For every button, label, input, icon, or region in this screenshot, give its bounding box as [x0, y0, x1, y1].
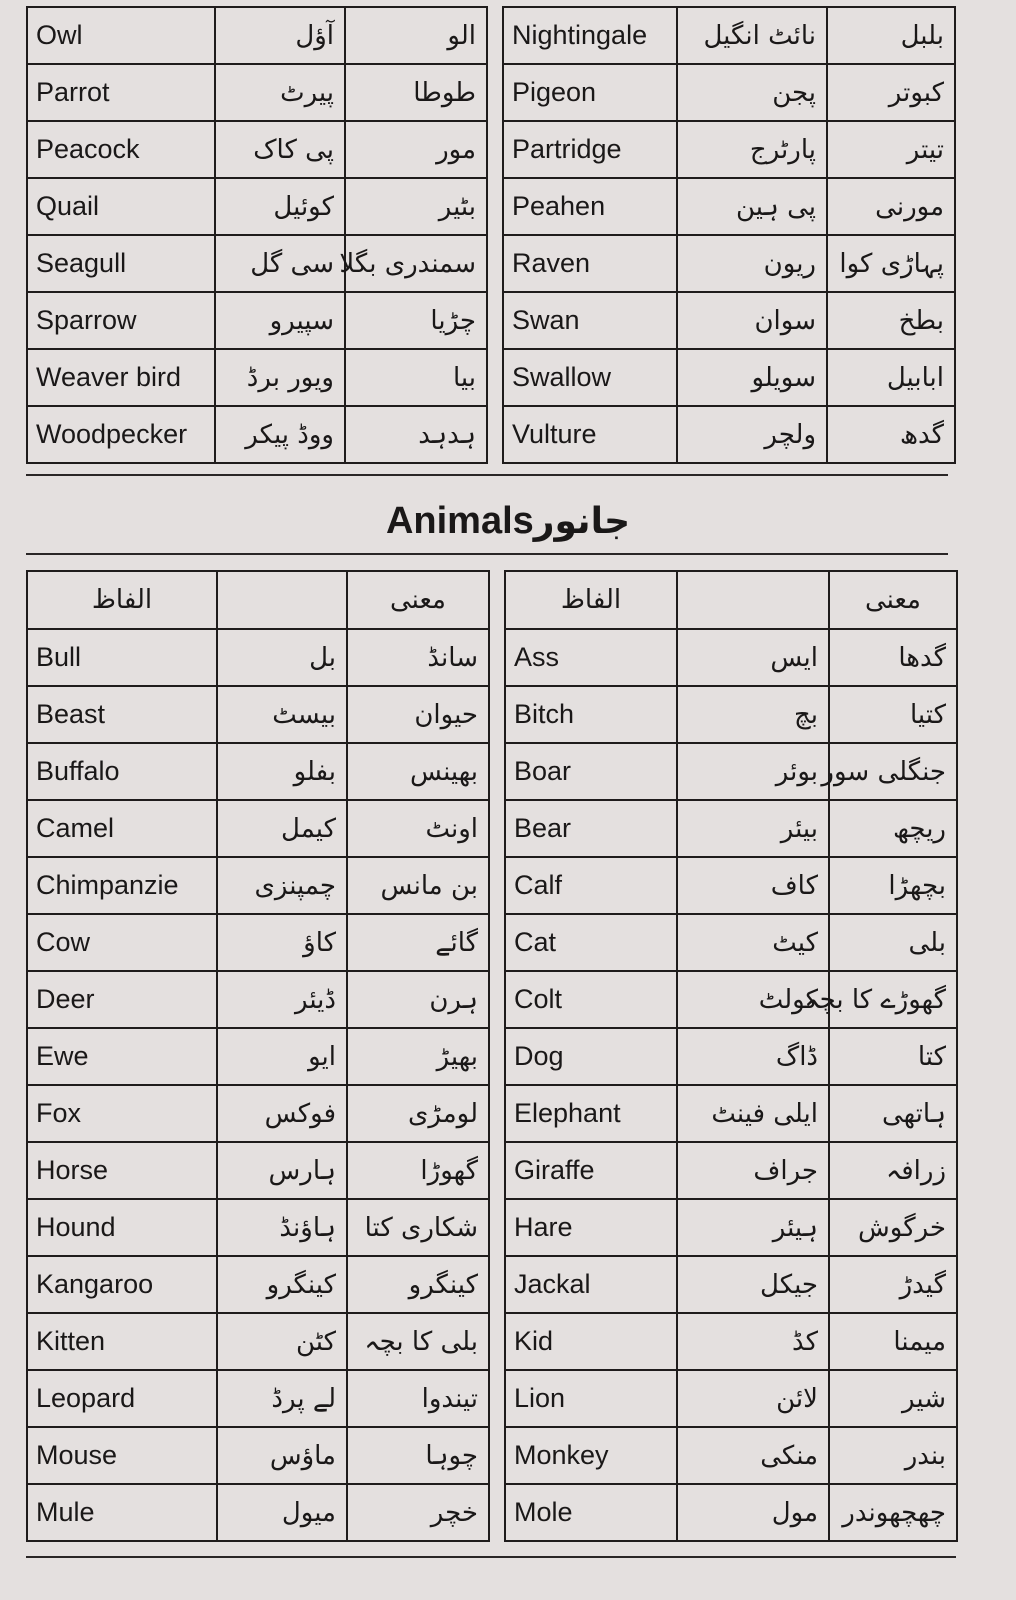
birds-table-right [502, 6, 956, 464]
urdu-pronunciation: بچ [677, 686, 829, 743]
urdu-pronunciation: پارٹرج [677, 121, 827, 178]
urdu-meaning: گھوڑا [347, 1142, 489, 1199]
english-word: Dog [505, 1028, 677, 1085]
english-word: Bitch [505, 686, 677, 743]
table-row [505, 629, 957, 686]
english-word: Pigeon [503, 64, 677, 121]
english-word: Mule [27, 1484, 217, 1541]
urdu-meaning: بلبل [827, 7, 955, 64]
table-row [505, 857, 957, 914]
english-word: Peahen [503, 178, 677, 235]
english-word: Partridge [503, 121, 677, 178]
english-word: Seagull [27, 235, 215, 292]
urdu-meaning: کینگرو [347, 1256, 489, 1313]
english-word: Ass [505, 629, 677, 686]
urdu-pronunciation: منکی [677, 1427, 829, 1484]
english-word: Deer [27, 971, 217, 1028]
urdu-meaning: جنگلی سور [829, 743, 957, 800]
urdu-pronunciation: کیمل [217, 800, 347, 857]
urdu-meaning: گیدڑ [829, 1256, 957, 1313]
table-row [27, 1085, 489, 1142]
english-word: Elephant [505, 1085, 677, 1142]
urdu-pronunciation: سوان [677, 292, 827, 349]
urdu-meaning: بیا [345, 349, 487, 406]
table-row [505, 743, 957, 800]
english-word: Boar [505, 743, 677, 800]
urdu-meaning: چوہا [347, 1427, 489, 1484]
urdu-meaning: حیوان [347, 686, 489, 743]
urdu-pronunciation: چمپنزی [217, 857, 347, 914]
english-word: Mouse [27, 1427, 217, 1484]
urdu-pronunciation: پی کاک [215, 121, 345, 178]
animals-right-header-row [505, 571, 957, 629]
english-word: Sparrow [27, 292, 215, 349]
table-row [505, 1313, 957, 1370]
urdu-pronunciation: آؤل [215, 7, 345, 64]
urdu-pronunciation: ہاؤنڈ [217, 1199, 347, 1256]
english-word: Swallow [503, 349, 677, 406]
urdu-pronunciation: کاؤ [217, 914, 347, 971]
urdu-meaning: بلی [829, 914, 957, 971]
table-row [27, 629, 489, 686]
header-words: الفاظ [27, 571, 217, 629]
table-row [503, 292, 955, 349]
english-word: Bear [505, 800, 677, 857]
table-row [505, 971, 957, 1028]
urdu-meaning: بٹیر [345, 178, 487, 235]
birds-table-left [26, 6, 488, 464]
urdu-pronunciation: ایو [217, 1028, 347, 1085]
english-word: Beast [27, 686, 217, 743]
urdu-pronunciation: کڈ [677, 1313, 829, 1370]
section-divider-bottom [26, 553, 948, 555]
urdu-meaning: خچر [347, 1484, 489, 1541]
urdu-meaning: شکاری کتا [347, 1199, 489, 1256]
urdu-pronunciation: پیرٹ [215, 64, 345, 121]
table-row [27, 1028, 489, 1085]
table-row [27, 1142, 489, 1199]
table-row [27, 121, 487, 178]
urdu-meaning: بطخ [827, 292, 955, 349]
header-meaning: معنی [829, 571, 957, 629]
urdu-meaning: گدھ [827, 406, 955, 463]
table-row [27, 686, 489, 743]
table-row [505, 1370, 957, 1427]
english-word: Lion [505, 1370, 677, 1427]
header-words: الفاظ [505, 571, 677, 629]
urdu-meaning: لومڑی [347, 1085, 489, 1142]
table-row [27, 1484, 489, 1541]
table-row [505, 686, 957, 743]
table-row [27, 857, 489, 914]
table-row [27, 1370, 489, 1427]
english-word: Owl [27, 7, 215, 64]
urdu-meaning: کتا [829, 1028, 957, 1085]
urdu-pronunciation: ایلی فینٹ [677, 1085, 829, 1142]
urdu-meaning: گائے [347, 914, 489, 971]
table-row [503, 178, 955, 235]
english-word: Jackal [505, 1256, 677, 1313]
urdu-pronunciation: لائن [677, 1370, 829, 1427]
urdu-meaning: ابابیل [827, 349, 955, 406]
urdu-meaning: تیندوا [347, 1370, 489, 1427]
urdu-meaning: سانڈ [347, 629, 489, 686]
section-title [0, 498, 1016, 543]
urdu-pronunciation: سی گل [215, 235, 345, 292]
urdu-pronunciation: ہیئر [677, 1199, 829, 1256]
english-word: Giraffe [505, 1142, 677, 1199]
urdu-meaning: شیر [829, 1370, 957, 1427]
table-row [505, 1427, 957, 1484]
animals-left-header-row [27, 571, 489, 629]
urdu-meaning: بندر [829, 1427, 957, 1484]
urdu-meaning: کتیا [829, 686, 957, 743]
urdu-pronunciation: ڈیئر [217, 971, 347, 1028]
table-row [505, 1484, 957, 1541]
urdu-pronunciation: بیئر [677, 800, 829, 857]
english-word: Colt [505, 971, 677, 1028]
urdu-pronunciation: ڈاگ [677, 1028, 829, 1085]
table-row [503, 121, 955, 178]
table-row [503, 64, 955, 121]
table-row [27, 1256, 489, 1313]
urdu-meaning: بچھڑا [829, 857, 957, 914]
urdu-meaning: ہرن [347, 971, 489, 1028]
urdu-pronunciation: ولچر [677, 406, 827, 463]
urdu-meaning: بھیڑ [347, 1028, 489, 1085]
animals-table-left [26, 570, 490, 1542]
english-word: Horse [27, 1142, 217, 1199]
urdu-pronunciation: ایس [677, 629, 829, 686]
table-row [27, 1313, 489, 1370]
urdu-pronunciation: ووڈ پیکر [215, 406, 345, 463]
urdu-pronunciation: کیٹ [677, 914, 829, 971]
urdu-pronunciation: ویور برڈ [215, 349, 345, 406]
english-word: Bull [27, 629, 217, 686]
english-word: Nightingale [503, 7, 677, 64]
urdu-meaning: بلی کا بچہ [347, 1313, 489, 1370]
urdu-pronunciation: میول [217, 1484, 347, 1541]
table-row [505, 914, 957, 971]
english-word: Kid [505, 1313, 677, 1370]
english-word: Swan [503, 292, 677, 349]
urdu-meaning: سمندری بگلا [345, 235, 487, 292]
urdu-meaning: اونٹ [347, 800, 489, 857]
urdu-meaning: میمنا [829, 1313, 957, 1370]
table-row [505, 1199, 957, 1256]
english-word: Weaver bird [27, 349, 215, 406]
urdu-meaning: کبوتر [827, 64, 955, 121]
section-title-urdu: جانور [533, 501, 631, 542]
english-word: Chimpanzie [27, 857, 217, 914]
table-row [27, 971, 489, 1028]
urdu-pronunciation: جیکل [677, 1256, 829, 1313]
english-word: Cat [505, 914, 677, 971]
urdu-pronunciation: جراف [677, 1142, 829, 1199]
table-row [27, 235, 487, 292]
table-row [503, 235, 955, 292]
urdu-pronunciation: بیسٹ [217, 686, 347, 743]
table-row [27, 178, 487, 235]
english-word: Quail [27, 178, 215, 235]
table-row [505, 1028, 957, 1085]
table-row [505, 1256, 957, 1313]
urdu-meaning: الو [345, 7, 487, 64]
table-row [27, 64, 487, 121]
urdu-meaning: مورنی [827, 178, 955, 235]
section-title-english: Animals [385, 500, 534, 542]
urdu-meaning: ہاتھی [829, 1085, 957, 1142]
english-word: Peacock [27, 121, 215, 178]
table-row [27, 914, 489, 971]
table-row [503, 349, 955, 406]
urdu-pronunciation: نائٹ انگیل [677, 7, 827, 64]
urdu-pronunciation: پجن [677, 64, 827, 121]
table-row [27, 800, 489, 857]
table-row [27, 1427, 489, 1484]
urdu-meaning: مور [345, 121, 487, 178]
urdu-meaning: تیتر [827, 121, 955, 178]
table-row [27, 349, 487, 406]
urdu-pronunciation: ہارس [217, 1142, 347, 1199]
urdu-meaning: ہدہد [345, 406, 487, 463]
section-divider-top [26, 474, 948, 476]
urdu-pronunciation: بل [217, 629, 347, 686]
urdu-pronunciation: مول [677, 1484, 829, 1541]
urdu-meaning: طوطا [345, 64, 487, 121]
urdu-pronunciation: بفلو [217, 743, 347, 800]
urdu-meaning: زرافہ [829, 1142, 957, 1199]
english-word: Leopard [27, 1370, 217, 1427]
urdu-meaning: گھوڑے کا بچہ [829, 971, 957, 1028]
english-word: Hare [505, 1199, 677, 1256]
urdu-pronunciation: فوکس [217, 1085, 347, 1142]
table-row [505, 800, 957, 857]
header-pronunciation [677, 571, 829, 629]
urdu-pronunciation: سویلو [677, 349, 827, 406]
urdu-meaning: بن مانس [347, 857, 489, 914]
urdu-meaning: چھچھوندر [829, 1484, 957, 1541]
english-word: Vulture [503, 406, 677, 463]
table-row [503, 7, 955, 64]
english-word: Camel [27, 800, 217, 857]
table-row [27, 743, 489, 800]
table-row [505, 1142, 957, 1199]
urdu-meaning: گدھا [829, 629, 957, 686]
urdu-meaning: چڑیا [345, 292, 487, 349]
urdu-pronunciation: کینگرو [217, 1256, 347, 1313]
english-word: Cow [27, 914, 217, 971]
urdu-pronunciation: ریون [677, 235, 827, 292]
english-word: Woodpecker [27, 406, 215, 463]
english-word: Raven [503, 235, 677, 292]
english-word: Monkey [505, 1427, 677, 1484]
table-row [27, 1199, 489, 1256]
urdu-pronunciation: کولٹ [677, 971, 829, 1028]
urdu-pronunciation: ماؤس [217, 1427, 347, 1484]
table-row [27, 292, 487, 349]
english-word: Parrot [27, 64, 215, 121]
urdu-pronunciation: کٹن [217, 1313, 347, 1370]
urdu-meaning: خرگوش [829, 1199, 957, 1256]
urdu-meaning: ریچھ [829, 800, 957, 857]
urdu-meaning: پہاڑی کوا [827, 235, 955, 292]
english-word: Fox [27, 1085, 217, 1142]
page-bottom-rule [26, 1556, 956, 1558]
urdu-pronunciation: بوئر [677, 743, 829, 800]
english-word: Calf [505, 857, 677, 914]
header-pronunciation [217, 571, 347, 629]
urdu-pronunciation: کوئیل [215, 178, 345, 235]
english-word: Kangaroo [27, 1256, 217, 1313]
urdu-pronunciation: پی ہین [677, 178, 827, 235]
urdu-pronunciation: کاف [677, 857, 829, 914]
english-word: Ewe [27, 1028, 217, 1085]
table-row [27, 406, 487, 463]
english-word: Hound [27, 1199, 217, 1256]
english-word: Mole [505, 1484, 677, 1541]
urdu-meaning: بھینس [347, 743, 489, 800]
urdu-pronunciation: لے پرڈ [217, 1370, 347, 1427]
table-row [505, 1085, 957, 1142]
header-meaning: معنی [347, 571, 489, 629]
urdu-pronunciation: سپیرو [215, 292, 345, 349]
table-row [503, 406, 955, 463]
animals-table-right [504, 570, 958, 1542]
english-word: Buffalo [27, 743, 217, 800]
english-word: Kitten [27, 1313, 217, 1370]
table-row [27, 7, 487, 64]
